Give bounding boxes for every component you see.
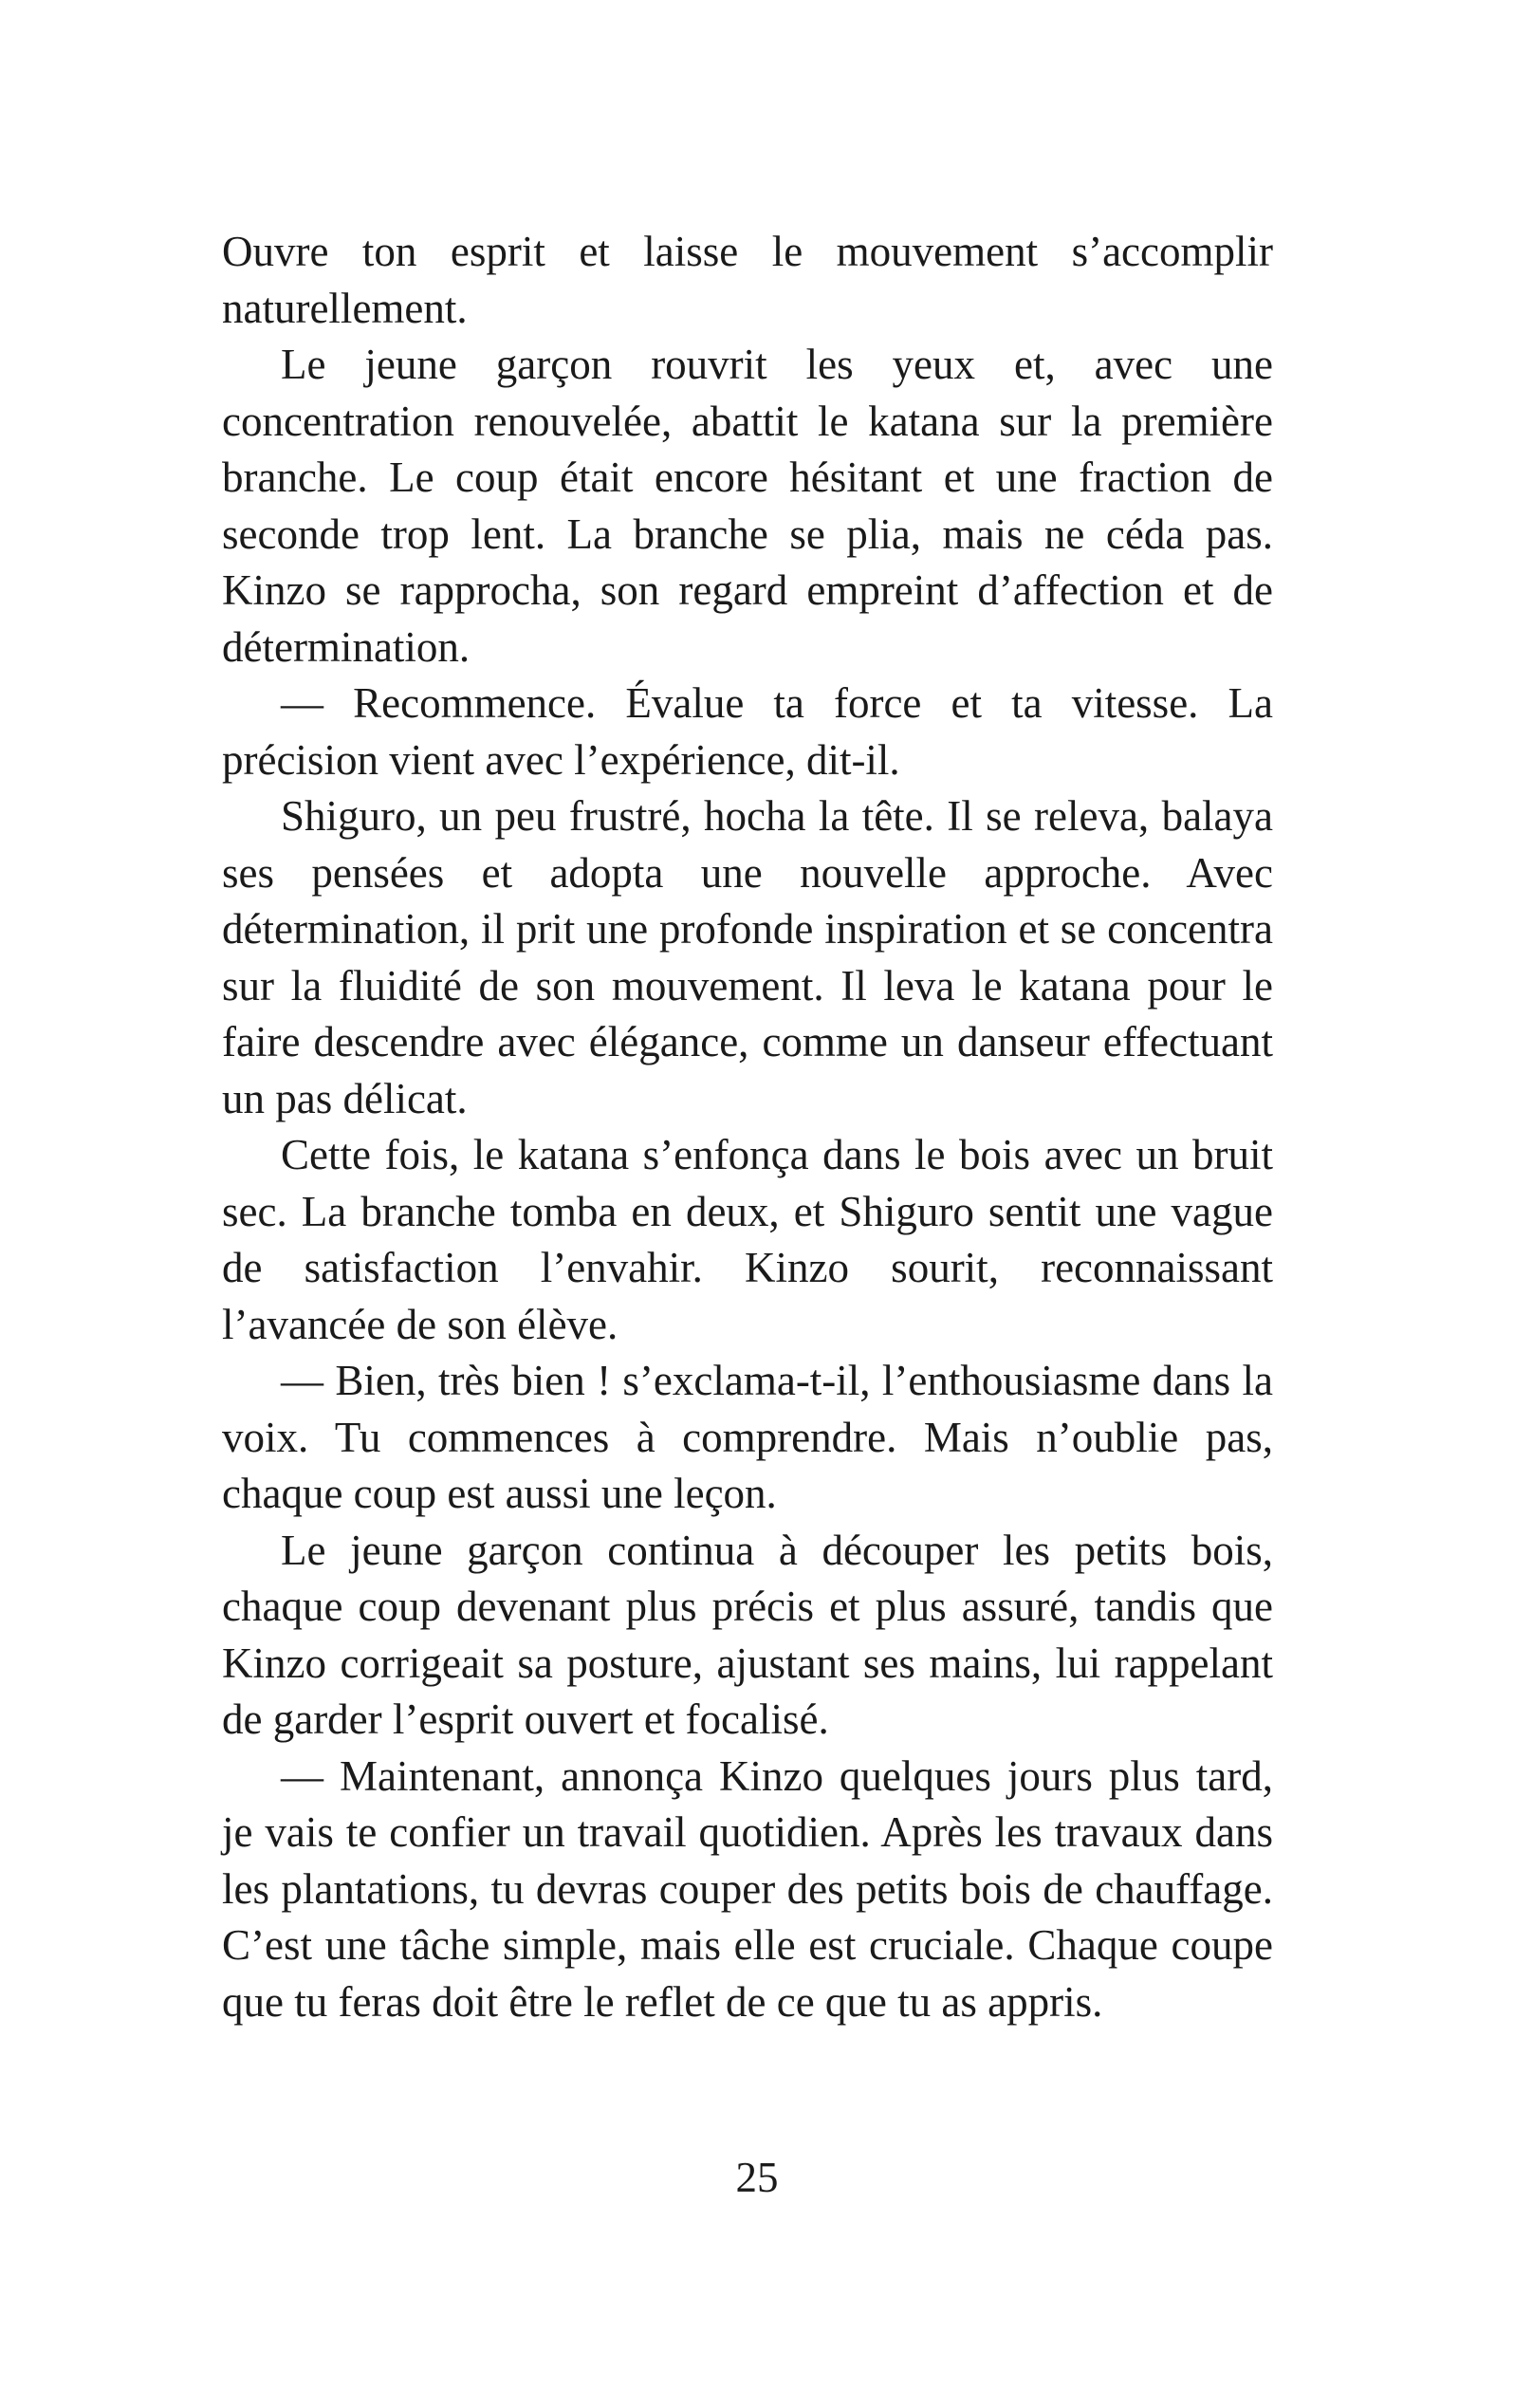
paragraph: Shiguro, un peu frustré, hocha la tête. Il se releva, balaya ses pensées et adopta une nouvelle approche. Avec détermination, il prit une profonde inspiration et se concentra sur la fluidité de son mouvement. Il leva le katana pour le faire descendre avec élégance, comme un danseur effectuant un pas délicat. — [222, 792, 1273, 1122]
body-text — [222, 224, 1273, 2030]
paragraph-dialogue: — Recommence. Évalue ta force et ta vitesse. La précision vient avec l’expérience, dit-il. — [222, 679, 1273, 784]
paragraph: Le jeune garçon continua à découper les petits bois, chaque coup devenant plus précis et plus assuré, tandis que Kinzo corrigeait sa posture, ajustant ses mains, lui rappelant de garder l’esprit ouvert et focalisé. — [222, 1526, 1273, 1743]
paragraph: Cette fois, le katana s’enfonça dans le bois avec un bruit sec. La branche tomba en deux, et Shiguro sentit une vague de satisfaction l’envahir. Kinzo sourit, reconnaissant l’avancée de son élève. — [222, 1131, 1273, 1348]
paragraph: Le jeune garçon rouvrit les yeux et, avec une concentration renouvelée, abattit le katana sur la première branche. Le coup était encore hésitant et une fraction de seconde trop lent. La branche se plia, mais ne céda pas. Kinzo se rapprocha, son regard empreint d’affection et de détermination. — [222, 341, 1273, 671]
page-number: 25 — [735, 2154, 779, 2201]
paragraph-continuation: Ouvre ton esprit et laisse le mouvement s’accomplir naturellement. — [222, 228, 1273, 332]
paragraph-dialogue: — Bien, très bien ! s’exclama-t-il, l’enthousiasme dans la voix. Tu commences à comprendre. Mais n’oublie pas, chaque coup est aussi une leçon. — [222, 1357, 1273, 1517]
paragraph-dialogue: — Maintenant, annonça Kinzo quelques jours plus tard, je vais te confier un travail quotidien. Après les travaux dans les plantations, tu devras couper des petits bois de chauffage. C’est une tâche simple, mais elle est cruciale. Chaque coupe que tu feras doit être le reflet de ce que tu as appris. — [222, 1751, 1273, 2026]
